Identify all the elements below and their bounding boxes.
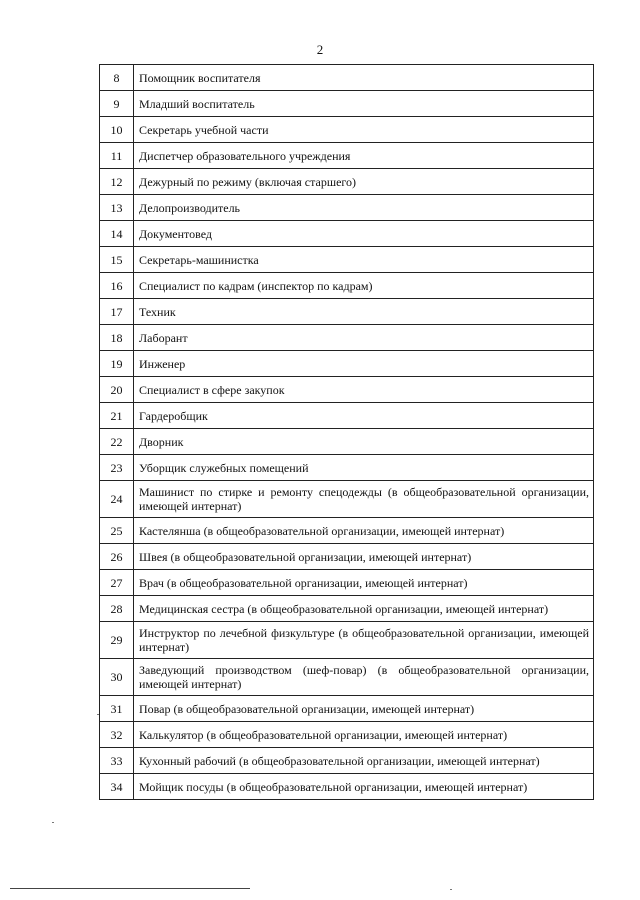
row-number: 23 xyxy=(100,455,134,481)
row-number: 20 xyxy=(100,377,134,403)
table-row xyxy=(100,247,594,273)
positions-table xyxy=(99,64,594,800)
position-name: Дворник xyxy=(134,429,594,455)
table-row xyxy=(100,91,594,117)
position-name: Помощник воспитателя xyxy=(134,65,594,91)
position-name: Повар (в общеобразовательной организации, имеющей интернат) xyxy=(134,696,594,722)
row-number: 30 xyxy=(100,659,134,696)
row-number: 9 xyxy=(100,91,134,117)
position-name: Делопроизводитель xyxy=(134,195,594,221)
position-name: Кухонный рабочий (в общеобразовательной организации, имеющей интернат) xyxy=(134,748,594,774)
row-number: 25 xyxy=(100,518,134,544)
table-row xyxy=(100,622,594,659)
position-name: Специалист в сфере закупок xyxy=(134,377,594,403)
table-row xyxy=(100,351,594,377)
scan-speck xyxy=(97,714,99,715)
table-row xyxy=(100,518,594,544)
position-name: Младший воспитатель xyxy=(134,91,594,117)
scan-speck xyxy=(52,822,54,823)
position-name: Специалист по кадрам (инспектор по кадрам) xyxy=(134,273,594,299)
position-name: Инженер xyxy=(134,351,594,377)
table-row xyxy=(100,596,594,622)
table-row xyxy=(100,273,594,299)
table-row xyxy=(100,299,594,325)
position-name: Лаборант xyxy=(134,325,594,351)
row-number: 34 xyxy=(100,774,134,800)
position-name: Заведующий производством (шеф-повар) (в общеобразовательной организации, имеющей интернат) xyxy=(134,659,594,696)
row-number: 27 xyxy=(100,570,134,596)
table-row xyxy=(100,722,594,748)
table-row xyxy=(100,377,594,403)
position-name: Инструктор по лечебной физкультуре (в общеобразовательной организации, имеющей интернат) xyxy=(134,622,594,659)
row-number: 12 xyxy=(100,169,134,195)
row-number: 13 xyxy=(100,195,134,221)
row-number: 14 xyxy=(100,221,134,247)
position-name: Машинист по стирке и ремонту спецодежды (в общеобразовательной организации, имеющей интернат) xyxy=(134,481,594,518)
position-name: Документовед xyxy=(134,221,594,247)
table-row xyxy=(100,143,594,169)
row-number: 32 xyxy=(100,722,134,748)
scan-speck xyxy=(450,889,452,890)
row-number: 18 xyxy=(100,325,134,351)
row-number: 17 xyxy=(100,299,134,325)
table-row xyxy=(100,544,594,570)
row-number: 16 xyxy=(100,273,134,299)
positions-table-body xyxy=(100,65,594,800)
row-number: 8 xyxy=(100,65,134,91)
row-number: 24 xyxy=(100,481,134,518)
table-row xyxy=(100,570,594,596)
position-name: Врач (в общеобразовательной организации, имеющей интернат) xyxy=(134,570,594,596)
table-row xyxy=(100,659,594,696)
row-number: 15 xyxy=(100,247,134,273)
table-row xyxy=(100,774,594,800)
row-number: 28 xyxy=(100,596,134,622)
page-number: 2 xyxy=(316,42,324,57)
table-row xyxy=(100,169,594,195)
row-number: 19 xyxy=(100,351,134,377)
position-name: Секретарь учебной части xyxy=(134,117,594,143)
position-name: Техник xyxy=(134,299,594,325)
row-number: 11 xyxy=(100,143,134,169)
footer-rule xyxy=(10,888,250,889)
position-name: Кастелянша (в общеобразовательной организации, имеющей интернат) xyxy=(134,518,594,544)
table-row xyxy=(100,455,594,481)
table-row xyxy=(100,221,594,247)
table-row xyxy=(100,429,594,455)
position-name: Дежурный по режиму (включая старшего) xyxy=(134,169,594,195)
position-name: Медицинская сестра (в общеобразовательной организации, имеющей интернат) xyxy=(134,596,594,622)
position-name: Уборщик служебных помещений xyxy=(134,455,594,481)
table-row xyxy=(100,403,594,429)
position-name: Калькулятор (в общеобразовательной организации, имеющей интернат) xyxy=(134,722,594,748)
row-number: 21 xyxy=(100,403,134,429)
position-name: Секретарь-машинистка xyxy=(134,247,594,273)
table-row xyxy=(100,481,594,518)
row-number: 10 xyxy=(100,117,134,143)
row-number: 31 xyxy=(100,696,134,722)
table-row xyxy=(100,195,594,221)
position-name: Гардеробщик xyxy=(134,403,594,429)
position-name: Швея (в общеобразовательной организации, имеющей интернат) xyxy=(134,544,594,570)
position-name: Мойщик посуды (в общеобразовательной организации, имеющей интернат) xyxy=(134,774,594,800)
row-number: 22 xyxy=(100,429,134,455)
row-number: 26 xyxy=(100,544,134,570)
row-number: 33 xyxy=(100,748,134,774)
table-row xyxy=(100,117,594,143)
table-row xyxy=(100,696,594,722)
position-name: Диспетчер образовательного учреждения xyxy=(134,143,594,169)
row-number: 29 xyxy=(100,622,134,659)
table-row xyxy=(100,325,594,351)
table-row xyxy=(100,748,594,774)
table-row xyxy=(100,65,594,91)
